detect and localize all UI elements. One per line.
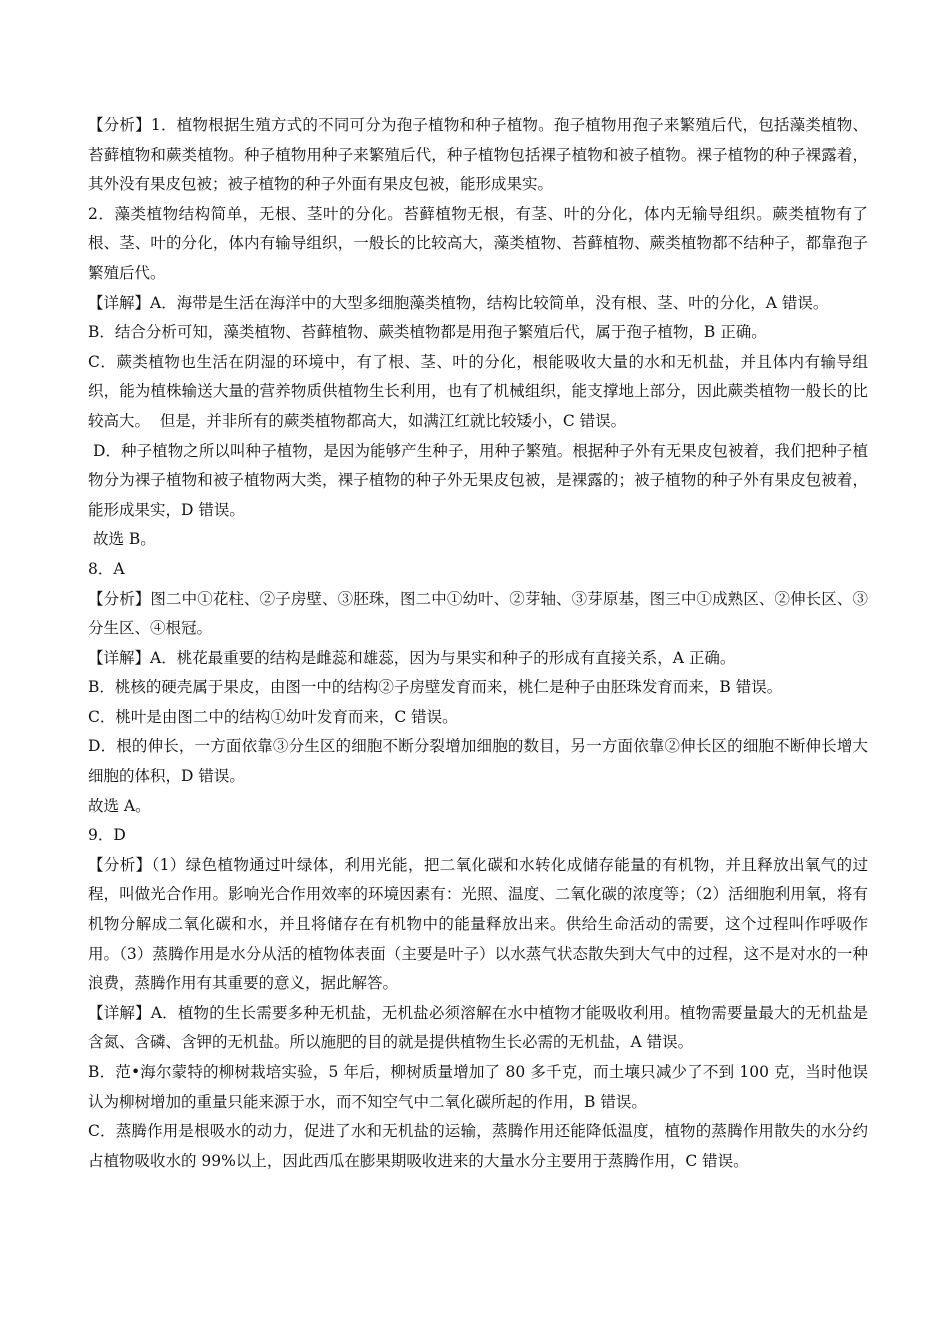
q9-detail-a: 【详解】A．植物的生长需要多种无机盐，无机盐必须溶解在水中植物才能吸收利用。植物需要量最大的无机盐是含氮、含磷、含钾的无机盐。所以施肥的目的就是提供植物生长必需的无机盐，A 错误。 <box>88 1003 868 1052</box>
q9-detail-b: B．范•海尔蒙特的柳树栽培实验，5 年后，柳树质量增加了 80 多千克，而土壤只减少了不到 100 克，当时他误认为柳树增加的重量只能来源于水，而不知空气中二氧化碳所起的作用，B 错误。 <box>88 1063 868 1111</box>
answer-choice: 故选 B。 <box>88 530 156 549</box>
analysis-paragraph-2: 2．藻类植物结构简单，无根、茎叶的分化。苔藓植物无根，有茎、叶的分化，体内无输导组织。蕨类植物有了根、茎、叶的分化，体内有输导组织，一般长的比较高大，藻类植物、苔藓植物、蕨类植物都不结种子，都靠孢子繁殖后代。 <box>88 204 868 282</box>
q8-detail-d: D．根的伸长，一方面依靠③分生区的细胞不断分裂增加细胞的数目，另一方面依靠②伸长区的细胞不断伸长增大细胞的体积，D 错误。 <box>88 737 868 786</box>
q9-detail-c: C．蒸腾作用是根吸水的动力，促进了水和无机盐的运输，蒸腾作用还能降低温度，植物的蒸腾作用散失的水分约占植物吸收水的 99%以上，因此西瓜在膨果期吸收进来的大量水分主要用于蒸腾作用，C 错误。 <box>88 1122 868 1170</box>
analysis-paragraph-1: 【分析】1．植物根据生殖方式的不同可分为孢子植物和种子植物。孢子植物用孢子来繁殖后代，包括藻类植物、苔藓植物和蕨类植物。种子植物用种子来繁殖后代，种子植物包括裸子植物和被子植物。裸子植物的种子裸露着，其外没有果皮包被；被子植物的种子外面有果皮包被，能形成果实。 <box>88 116 868 194</box>
question-9-answer: 9．D <box>88 826 126 845</box>
document-page <box>88 111 868 1176</box>
detail-paragraph-a: 【详解】A．海带是生活在海洋中的大型多细胞藻类植物，结构比较简单，没有根、茎、叶的分化，A 错误。 <box>88 293 829 312</box>
detail-paragraph-d: D．种子植物之所以叫种子植物，是因为能够产生种子，用种子繁殖。根据种子外有无果皮包被着，我们把种子植物分为裸子植物和被子植物两大类，裸子植物的种子外无果皮包被，是裸露的；被子植物的种子外有果皮包被着，能形成果实，D 错误。 <box>88 441 868 519</box>
q8-detail-a: 【详解】A．桃花最重要的结构是雌蕊和雄蕊，因为与果实和种子的形成有直接关系，A 正确。 <box>88 648 736 667</box>
detail-paragraph-c: C．蕨类植物也生活在阴湿的环境中，有了根、茎、叶的分化，根能吸收大量的水和无机盐，并且体内有输导组织，能为植株输送大量的营养物质供植物生长利用，也有了机械组织，能支撑地上部分，因此蕨类植物一般长的比较高大。 但是，并非所有的蕨类植物都高大，如满江红就比较矮小，C 错误。 <box>88 352 868 430</box>
question-8-answer: 8．A <box>88 559 125 578</box>
q9-analysis-paragraph: 【分析】（1）绿色植物通过叶绿体，利用光能，把二氧化碳和水转化成储存能量的有机物，并且释放出氧气的过程，叫做光合作用。影响光合作用效率的环境因素有：光照、温度、二氧化碳的浓度等；（2）活细胞利用氧，将有机物分解成二氧化碳和水，并且将储存在有机物中的能量释放出来。供给生命活动的需要，这个过程叫作呼吸作用。（3）蒸腾作用是水分从活的植物体表面（主要是叶子）以水蒸气状态散失到大气中的过程，这不是对水的一种浪费，蒸腾作用有其重要的意义，据此解答。 <box>88 855 868 993</box>
q8-analysis-paragraph: 【分析】图二中①花柱、②子房壁、③胚珠，图二中①幼叶、②芽轴、③芽原基，图三中①成熟区、②伸长区、③分生区、④根冠。 <box>88 589 868 638</box>
q8-detail-c: C．桃叶是由图二中的结构①幼叶发育而来，C 错误。 <box>88 707 458 726</box>
q8-detail-b: B．桃核的硬壳属于果皮，由图一中的结构②子房壁发育而来，桃仁是种子由胚珠发育而来，B 错误。 <box>88 678 783 697</box>
detail-paragraph-b: B．结合分析可知，藻类植物、苔藓植物、蕨类植物都是用孢子繁殖后代，属于孢子植物，B 正确。 <box>88 323 767 342</box>
q8-answer-choice: 故选 A。 <box>88 796 151 815</box>
